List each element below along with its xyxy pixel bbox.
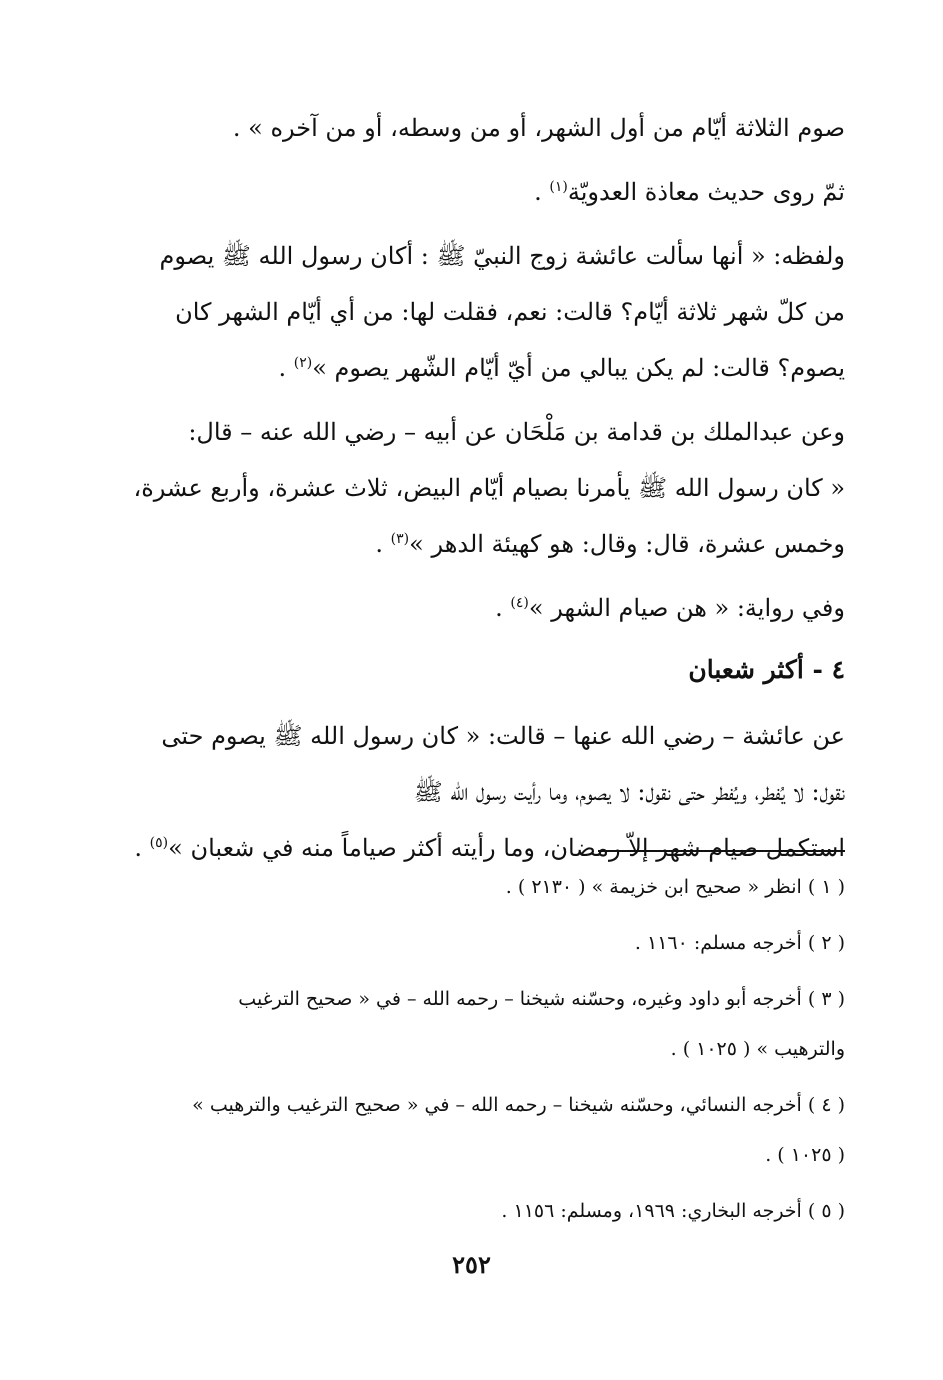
paragraph-4 (80, 404, 845, 572)
footnote-line: ( ٣ ) أخرجه أبو داود وغيره، وحسّنه شيخنا – رحمه الله – في « صحيح الترغيب (238, 988, 845, 1010)
text-line (80, 340, 845, 396)
footnote-line: ( ١٠٢٥ ) . (765, 1144, 845, 1166)
text-segment: . (278, 354, 294, 382)
text-segment: وخمس عشرة، قال: وقال: هو كهيئة الدهر » (409, 530, 845, 558)
footnote-ref[interactable]: (١) (549, 179, 568, 195)
text-line: عن عائشة – رضي الله عنها – قالت: « كان رسول الله ﷺ يصوم حتى (161, 722, 845, 750)
text-line: صوم الثلاثة أيّام من أول الشهر، أو من وسطه، أو من آخره » . (232, 114, 845, 142)
paragraph-1 (80, 100, 845, 156)
text-line: من كلّ شهر ثلاثة أيّام؟ قالت: نعم، فقلت لها: من أي أيّام الشهر كان (175, 298, 845, 326)
footnote-ref[interactable]: (٤) (510, 595, 529, 611)
footnote-line: والترهيب » ( ١٠٢٥ ) . (670, 1038, 845, 1060)
text-line: ولفظه: « أنها سألت عائشة زوج النبيّ ﷺ : أكان رسول الله ﷺ يصوم (159, 242, 845, 270)
page-number: ٢٥٢ (452, 1250, 491, 1279)
footnote-1 (80, 862, 845, 912)
section-heading: ٤ - أكثر شعبان (688, 655, 845, 684)
footnote-line: ( ٤ ) أخرجه النسائي، وحسّنه شيخنا – رحمه الله – في « صحيح الترغيب والترهيب » (192, 1094, 845, 1116)
text-line (80, 516, 845, 572)
footnote-5 (80, 1186, 845, 1236)
footnote-4 (80, 1080, 845, 1180)
footnote-divider (598, 850, 845, 852)
footnote-2 (80, 918, 845, 968)
text-segment: يصوم؟ قالت: لم يكن يبالي من أيّ أيّام الشّهر يصوم » (312, 354, 845, 382)
text-segment: . (134, 834, 150, 862)
text-line: « كان رسول الله ﷺ يأمرنا بصيام أيّام البيض، ثلاث عشرة، وأربع عشرة، (133, 474, 845, 502)
footnote-line: ( ١ ) انظر « صحيح ابن خزيمة » ( ٢١٣٠ ) . (505, 876, 845, 898)
text-segment: استكمل صيام شهر إلاّ رمضان، وما رأيته أكثر صياماً منه في شعبان » (168, 834, 845, 862)
text-segment: . (534, 178, 550, 206)
footnote-ref[interactable]: (٢) (293, 355, 313, 371)
paragraph-2 (80, 164, 845, 220)
footnote-ref[interactable]: (٣) (390, 531, 410, 547)
text-segment: . (495, 594, 511, 622)
paragraph-3 (80, 228, 845, 396)
text-segment: وفي رواية: « هن صيام الشهر » (528, 594, 845, 622)
text-line: نقول: لا يُفطر، ويُفطر حتى نقول: لا يصوم، وما رأيت رسول الله ﷺ (413, 778, 845, 806)
main-text (80, 100, 845, 884)
footnote-ref[interactable]: (٥) (149, 835, 169, 851)
footnote-line: ( ٢ ) أخرجه مسلم: ١١٦٠ . (634, 932, 845, 954)
footnotes (80, 862, 845, 1242)
footnote-line: ( ٥ ) أخرجه البخاري: ١٩٦٩، ومسلم: ١١٥٦ . (501, 1200, 845, 1222)
text-segment: . (375, 530, 391, 558)
text-line (80, 164, 845, 220)
text-line (80, 580, 845, 636)
text-segment: ثمّ روى حديث معاذة العدويّة (567, 178, 845, 206)
paragraph-5 (80, 580, 845, 636)
footnote-3 (80, 974, 845, 1074)
text-line: وعن عبدالملك بن قدامة بن مَلْحَان عن أبيه – رضي الله عنه – قال: (188, 418, 845, 446)
